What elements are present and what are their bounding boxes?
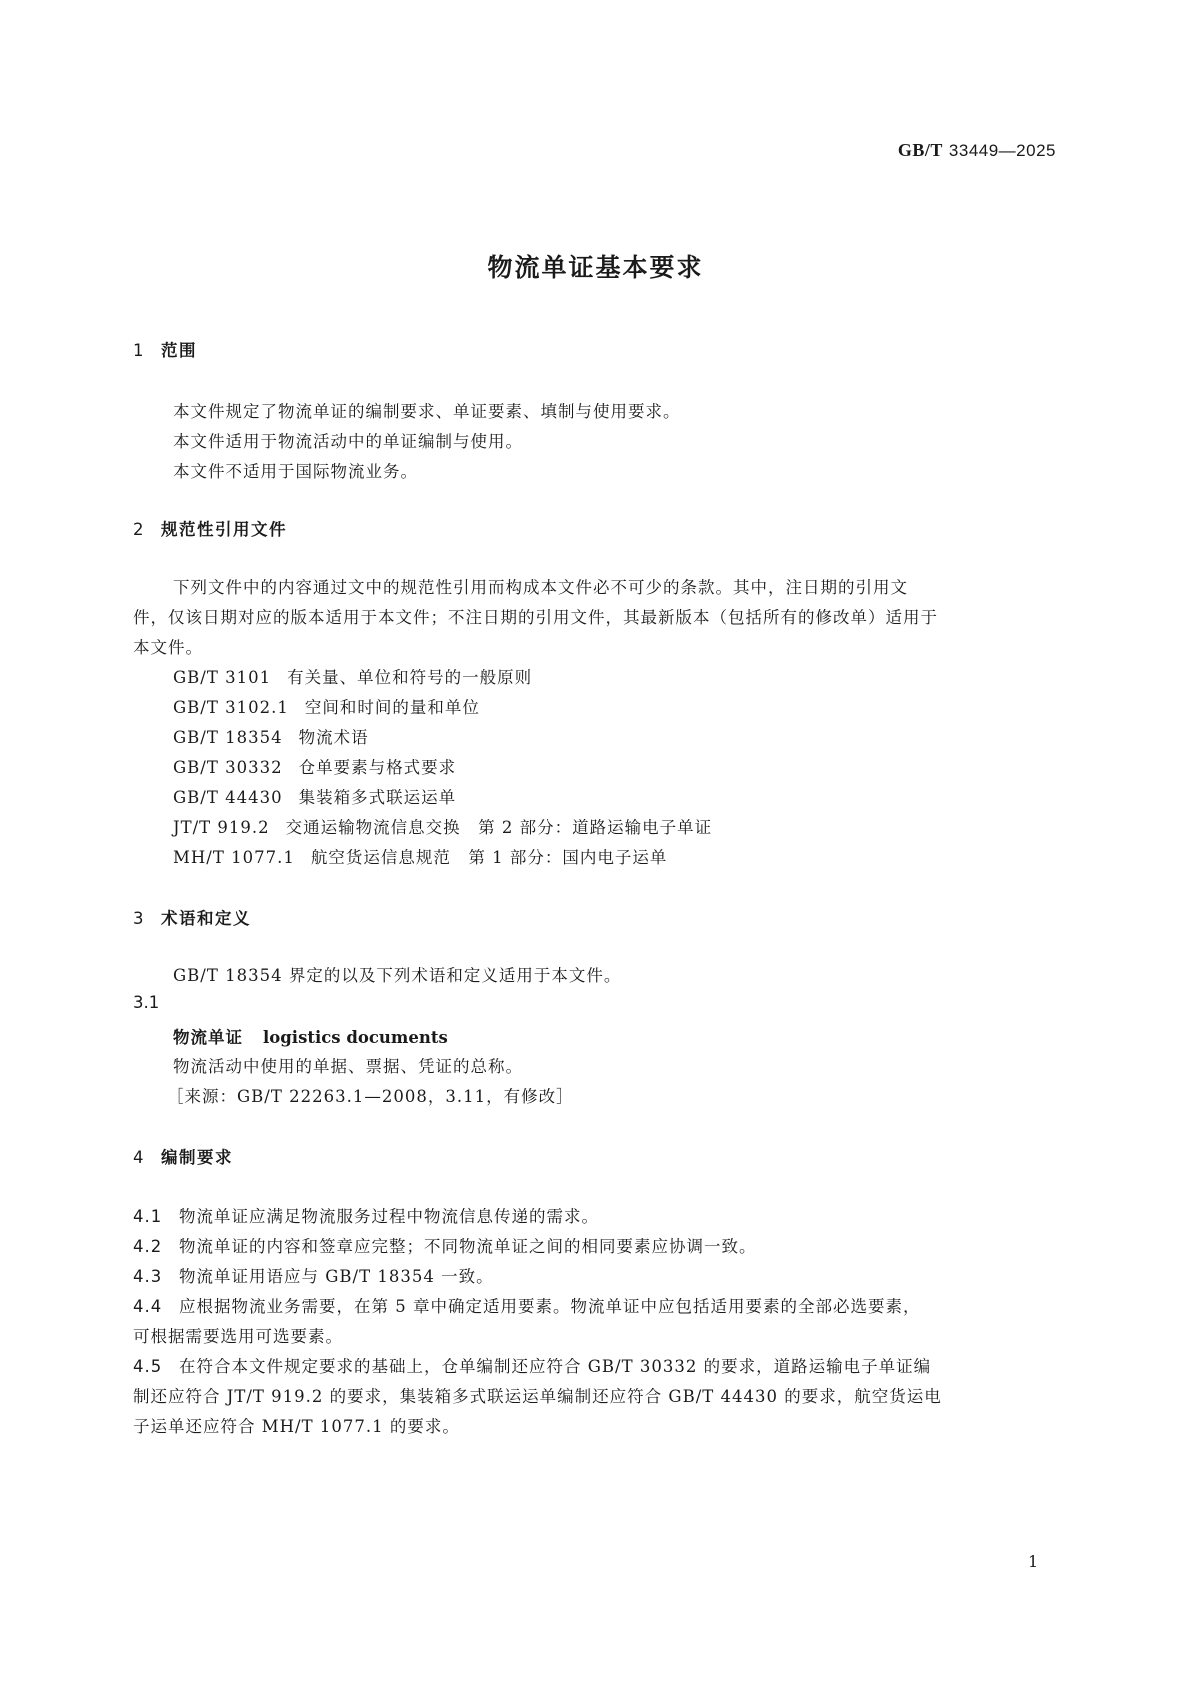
reference-title: 集装箱多式联运运单 — [298, 788, 457, 807]
section-number: 3 — [133, 909, 145, 928]
paragraph: 下列文件中的内容通过文中的规范性引用而构成本文件必不可少的条款。其中，注日期的引用文 — [173, 578, 908, 597]
reference-item — [173, 724, 369, 748]
section-title: 规范性引用文件 — [161, 520, 287, 539]
paragraph: GB/T 18354 界定的以及下列术语和定义适用于本文件。 — [173, 966, 622, 985]
reference-title: 有关量、单位和符号的一般原则 — [287, 668, 533, 687]
term-source: ［来源：GB/T 22263.1—2008，3.11，有修改］ — [167, 1087, 574, 1106]
paragraph: 件，仅该日期对应的版本适用于本文件；不注日期的引用文件，其最新版本（包括所有的修改单）适用于 — [133, 608, 938, 627]
reference-code: GB/T 18354 — [173, 728, 283, 747]
reference-item — [173, 694, 480, 718]
term-number: 3.1 — [133, 993, 160, 1012]
paragraph: 本文件适用于物流活动中的单证编制与使用。 — [173, 432, 523, 451]
standard-prefix: GB/T — [897, 140, 943, 160]
reference-item — [173, 754, 456, 778]
clause-number: 4.3 — [133, 1267, 163, 1286]
document-title: 物流单证基本要求 — [487, 253, 704, 282]
term-definition: 物流活动中使用的单据、票据、凭证的总称。 — [173, 1057, 523, 1076]
standard-code — [0, 140, 1056, 161]
paragraph: 本文件不适用于国际物流业务。 — [173, 462, 418, 481]
reference-item — [173, 814, 712, 838]
reference-title: 物流术语 — [298, 728, 369, 747]
clause-text-continued: 子运单还应符合 MH/T 1077.1 的要求。 — [133, 1417, 460, 1436]
reference-title: 交通运输物流信息交换 第 2 部分：道路运输电子单证 — [285, 818, 713, 837]
clause-text: 物流单证的内容和签章应完整；不同物流单证之间的相同要素应协调一致。 — [179, 1237, 757, 1256]
clause-text-continued: 制还应符合 JT/T 919.2 的要求，集装箱多式联运运单编制还应符合 GB/T 44430 的要求，航空货运电 — [133, 1387, 942, 1406]
section-title: 编制要求 — [161, 1148, 233, 1167]
clause-text: 应根据物流业务需要，在第 5 章中确定适用要素。物流单证中应包括适用要素的全部必选要素， — [179, 1297, 921, 1316]
reference-title: 空间和时间的量和单位 — [304, 698, 480, 717]
paragraph: 本文件。 — [133, 638, 203, 657]
clause-item — [133, 1353, 931, 1377]
page-number: 1 — [1028, 1552, 1039, 1571]
clause-text: 在符合本文件规定要求的基础上，仓单编制还应符合 GB/T 30332 的要求，道路运输电子单证编 — [179, 1357, 932, 1376]
clause-number: 4.2 — [133, 1237, 163, 1256]
reference-item — [173, 784, 456, 808]
reference-code: GB/T 44430 — [173, 788, 283, 807]
clause-number: 4.1 — [133, 1207, 163, 1226]
clause-text: 物流单证应满足物流服务过程中物流信息传递的需求。 — [179, 1207, 599, 1226]
clause-item — [133, 1233, 757, 1257]
section-number: 2 — [133, 520, 145, 539]
section-heading-normative-references — [133, 516, 287, 540]
section-number: 1 — [133, 341, 145, 360]
section-heading-scope — [133, 337, 197, 361]
term-english: logistics documents — [263, 1028, 448, 1047]
section-title: 术语和定义 — [161, 909, 251, 928]
section-number: 4 — [133, 1148, 145, 1167]
clause-number: 4.5 — [133, 1357, 163, 1376]
reference-title: 仓单要素与格式要求 — [298, 758, 457, 777]
reference-code: JT/T 919.2 — [173, 818, 270, 837]
clause-text: 物流单证用语应与 GB/T 18354 一致。 — [179, 1267, 494, 1286]
clause-item — [133, 1293, 921, 1317]
clause-text-continued: 可根据需要选用可选要素。 — [133, 1327, 343, 1346]
standard-number: 33449—2025 — [948, 141, 1056, 160]
reference-code: GB/T 30332 — [173, 758, 283, 777]
reference-code: GB/T 3101 — [173, 668, 272, 687]
clause-number: 4.4 — [133, 1297, 163, 1316]
section-heading-terms-definitions — [133, 905, 251, 929]
paragraph: 本文件规定了物流单证的编制要求、单证要素、填制与使用要求。 — [173, 402, 681, 421]
reference-code: GB/T 3102.1 — [173, 698, 289, 717]
term-chinese: 物流单证 — [173, 1028, 243, 1047]
reference-code: MH/T 1077.1 — [173, 848, 295, 867]
term-entry — [173, 1024, 448, 1048]
reference-item — [173, 664, 532, 688]
section-title: 范围 — [161, 341, 197, 360]
section-heading-compilation-requirements — [133, 1144, 233, 1168]
clause-item — [133, 1203, 599, 1227]
clause-item — [133, 1263, 494, 1287]
reference-title: 航空货运信息规范 第 1 部分：国内电子运单 — [310, 848, 668, 867]
reference-item — [173, 844, 667, 868]
